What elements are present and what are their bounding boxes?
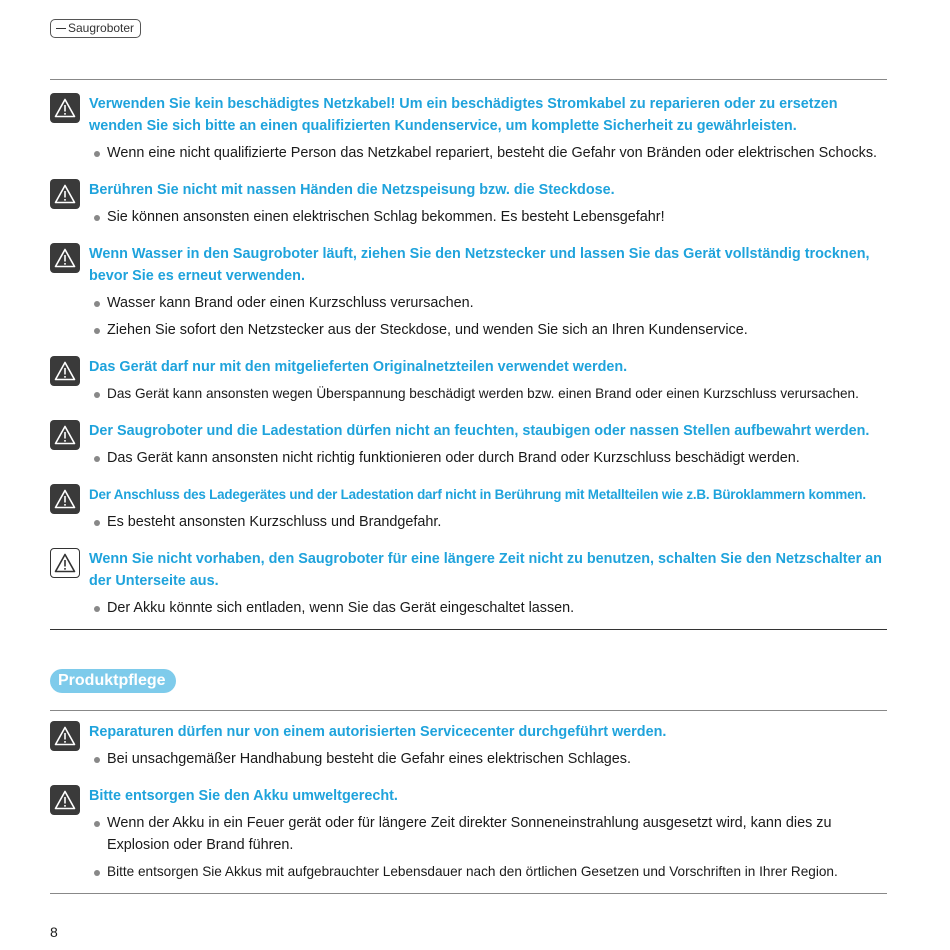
bullet-item: [50, 597, 890, 619]
bullet-item: [50, 383, 890, 405]
bullet-dot-icon: [94, 392, 100, 398]
bullet-item: [50, 447, 890, 469]
dash-icon: [56, 28, 66, 29]
warning-title: Reparaturen dürfen nur von einem autorisierten Servicecenter durchgeführt werden.: [89, 724, 667, 740]
top-divider: [50, 79, 887, 80]
warning-title: Verwenden Sie kein beschädigtes Netzkabel! Um ein beschädigtes Stromkabel zu reparieren oder zu ersetzen wenden Sie sich bitte an einen qualifizierten Kundenservice, um komplette Sicherheit zu gewährleisten.: [89, 96, 838, 134]
warning-title: Bitte entsorgen Sie den Akku umweltgerecht.: [89, 788, 398, 804]
bullet-dot-icon: [94, 456, 100, 462]
bullet-item: [50, 812, 890, 856]
warning-item: [50, 93, 890, 164]
bullet-text: Sie können ansonsten einen elektrischen Schlag bekommen. Es besteht Lebensgefahr!: [107, 209, 665, 225]
warning-item: [50, 356, 890, 405]
bullet-item: [50, 142, 890, 164]
section-title: Produktpflege: [50, 669, 176, 693]
bullet-item: [50, 292, 890, 314]
bullet-dot-icon: [94, 821, 100, 827]
bullet-text: Wenn eine nicht qualifizierte Person das Netzkabel repariert, besteht die Gefahr von Bränden oder elektrischen Schocks.: [107, 145, 878, 161]
bullet-dot-icon: [94, 757, 100, 763]
header-tag-label: Saugroboter: [68, 21, 135, 35]
warning-triangle-icon: [50, 93, 80, 123]
bullet-item: [50, 319, 890, 341]
warning-triangle-icon: [50, 785, 80, 815]
warning-item: [50, 785, 890, 883]
bullet-text: Es besteht ansonsten Kurzschluss und Brandgefahr.: [107, 514, 442, 530]
bullet-text: Das Gerät kann ansonsten wegen Überspannung beschädigt werden bzw. einen Brand oder einen Kurzschluss verursachen.: [107, 386, 859, 401]
bullet-item: [50, 748, 890, 770]
bottom-divider: [50, 893, 887, 894]
warning-item: [50, 179, 890, 228]
warning-title: Der Anschluss des Ladegerätes und der Ladestation darf nicht in Berührung mit Metallteilen wie z.B. Büroklammern kommen.: [89, 487, 866, 502]
bullet-dot-icon: [94, 215, 100, 221]
bullet-text: Bitte entsorgen Sie Akkus mit aufgebrauchter Lebensdauer nach den örtlichen Gesetzen und Vorschriften in Ihrer Region.: [107, 864, 838, 879]
warning-title: Berühren Sie nicht mit nassen Händen die Netzspeisung bzw. die Steckdose.: [89, 182, 615, 198]
bullet-text: Wasser kann Brand oder einen Kurzschluss verursachen.: [107, 295, 474, 311]
bullet-dot-icon: [94, 151, 100, 157]
warning-title: Der Saugroboter und die Ladestation dürfen nicht an feuchten, staubigen oder nassen Stellen aufbewahrt werden.: [89, 423, 870, 439]
warning-item: [50, 721, 890, 770]
page-number: 8: [50, 924, 58, 940]
warning-triangle-icon: [50, 420, 80, 450]
bullet-text: Das Gerät kann ansonsten nicht richtig funktionieren oder durch Brand oder Kurzschluss beschädigt werden.: [107, 450, 800, 466]
warning-triangle-icon: [50, 548, 80, 578]
bullet-item: [50, 861, 890, 883]
warning-triangle-icon: [50, 721, 80, 751]
bullet-item: [50, 511, 890, 533]
section-divider: [50, 629, 887, 630]
bullet-dot-icon: [94, 328, 100, 334]
care-divider: [50, 710, 887, 711]
header-tag: [50, 19, 141, 38]
warning-item: [50, 484, 890, 533]
warning-title: Das Gerät darf nur mit den mitgelieferten Originalnetzteilen verwendet werden.: [89, 359, 628, 375]
warning-title: Wenn Sie nicht vorhaben, den Saugroboter für eine längere Zeit nicht zu benutzen, schalten Sie den Netzschalter an der Unterseite aus.: [89, 551, 882, 589]
bullet-item: [50, 206, 890, 228]
bullet-dot-icon: [94, 606, 100, 612]
bullet-text: Ziehen Sie sofort den Netzstecker aus der Steckdose, und wenden Sie sich an Ihren Kundenservice.: [107, 322, 748, 338]
bullet-dot-icon: [94, 520, 100, 526]
warning-item: [50, 243, 890, 341]
warning-item: [50, 548, 890, 619]
warning-triangle-icon: [50, 179, 80, 209]
bullet-text: Bei unsachgemäßer Handhabung besteht die Gefahr eines elektrischen Schlages.: [107, 751, 631, 767]
warning-item: [50, 420, 890, 469]
warning-title: Wenn Wasser in den Saugroboter läuft, ziehen Sie den Netzstecker und lassen Sie das Gerät vollständig trocknen, bevor Sie es erneut verwenden.: [89, 246, 870, 284]
warning-triangle-icon: [50, 356, 80, 386]
warning-triangle-icon: [50, 243, 80, 273]
bullet-text: Der Akku könnte sich entladen, wenn Sie das Gerät eingeschaltet lassen.: [107, 600, 575, 616]
bullet-dot-icon: [94, 301, 100, 307]
bullet-dot-icon: [94, 870, 100, 876]
bullet-text: Wenn der Akku in ein Feuer gerät oder für längere Zeit direkter Sonneneinstrahlung ausgesetzt wird, kann dies zu Explosion oder Brand führen.: [107, 815, 832, 853]
warning-triangle-icon: [50, 484, 80, 514]
